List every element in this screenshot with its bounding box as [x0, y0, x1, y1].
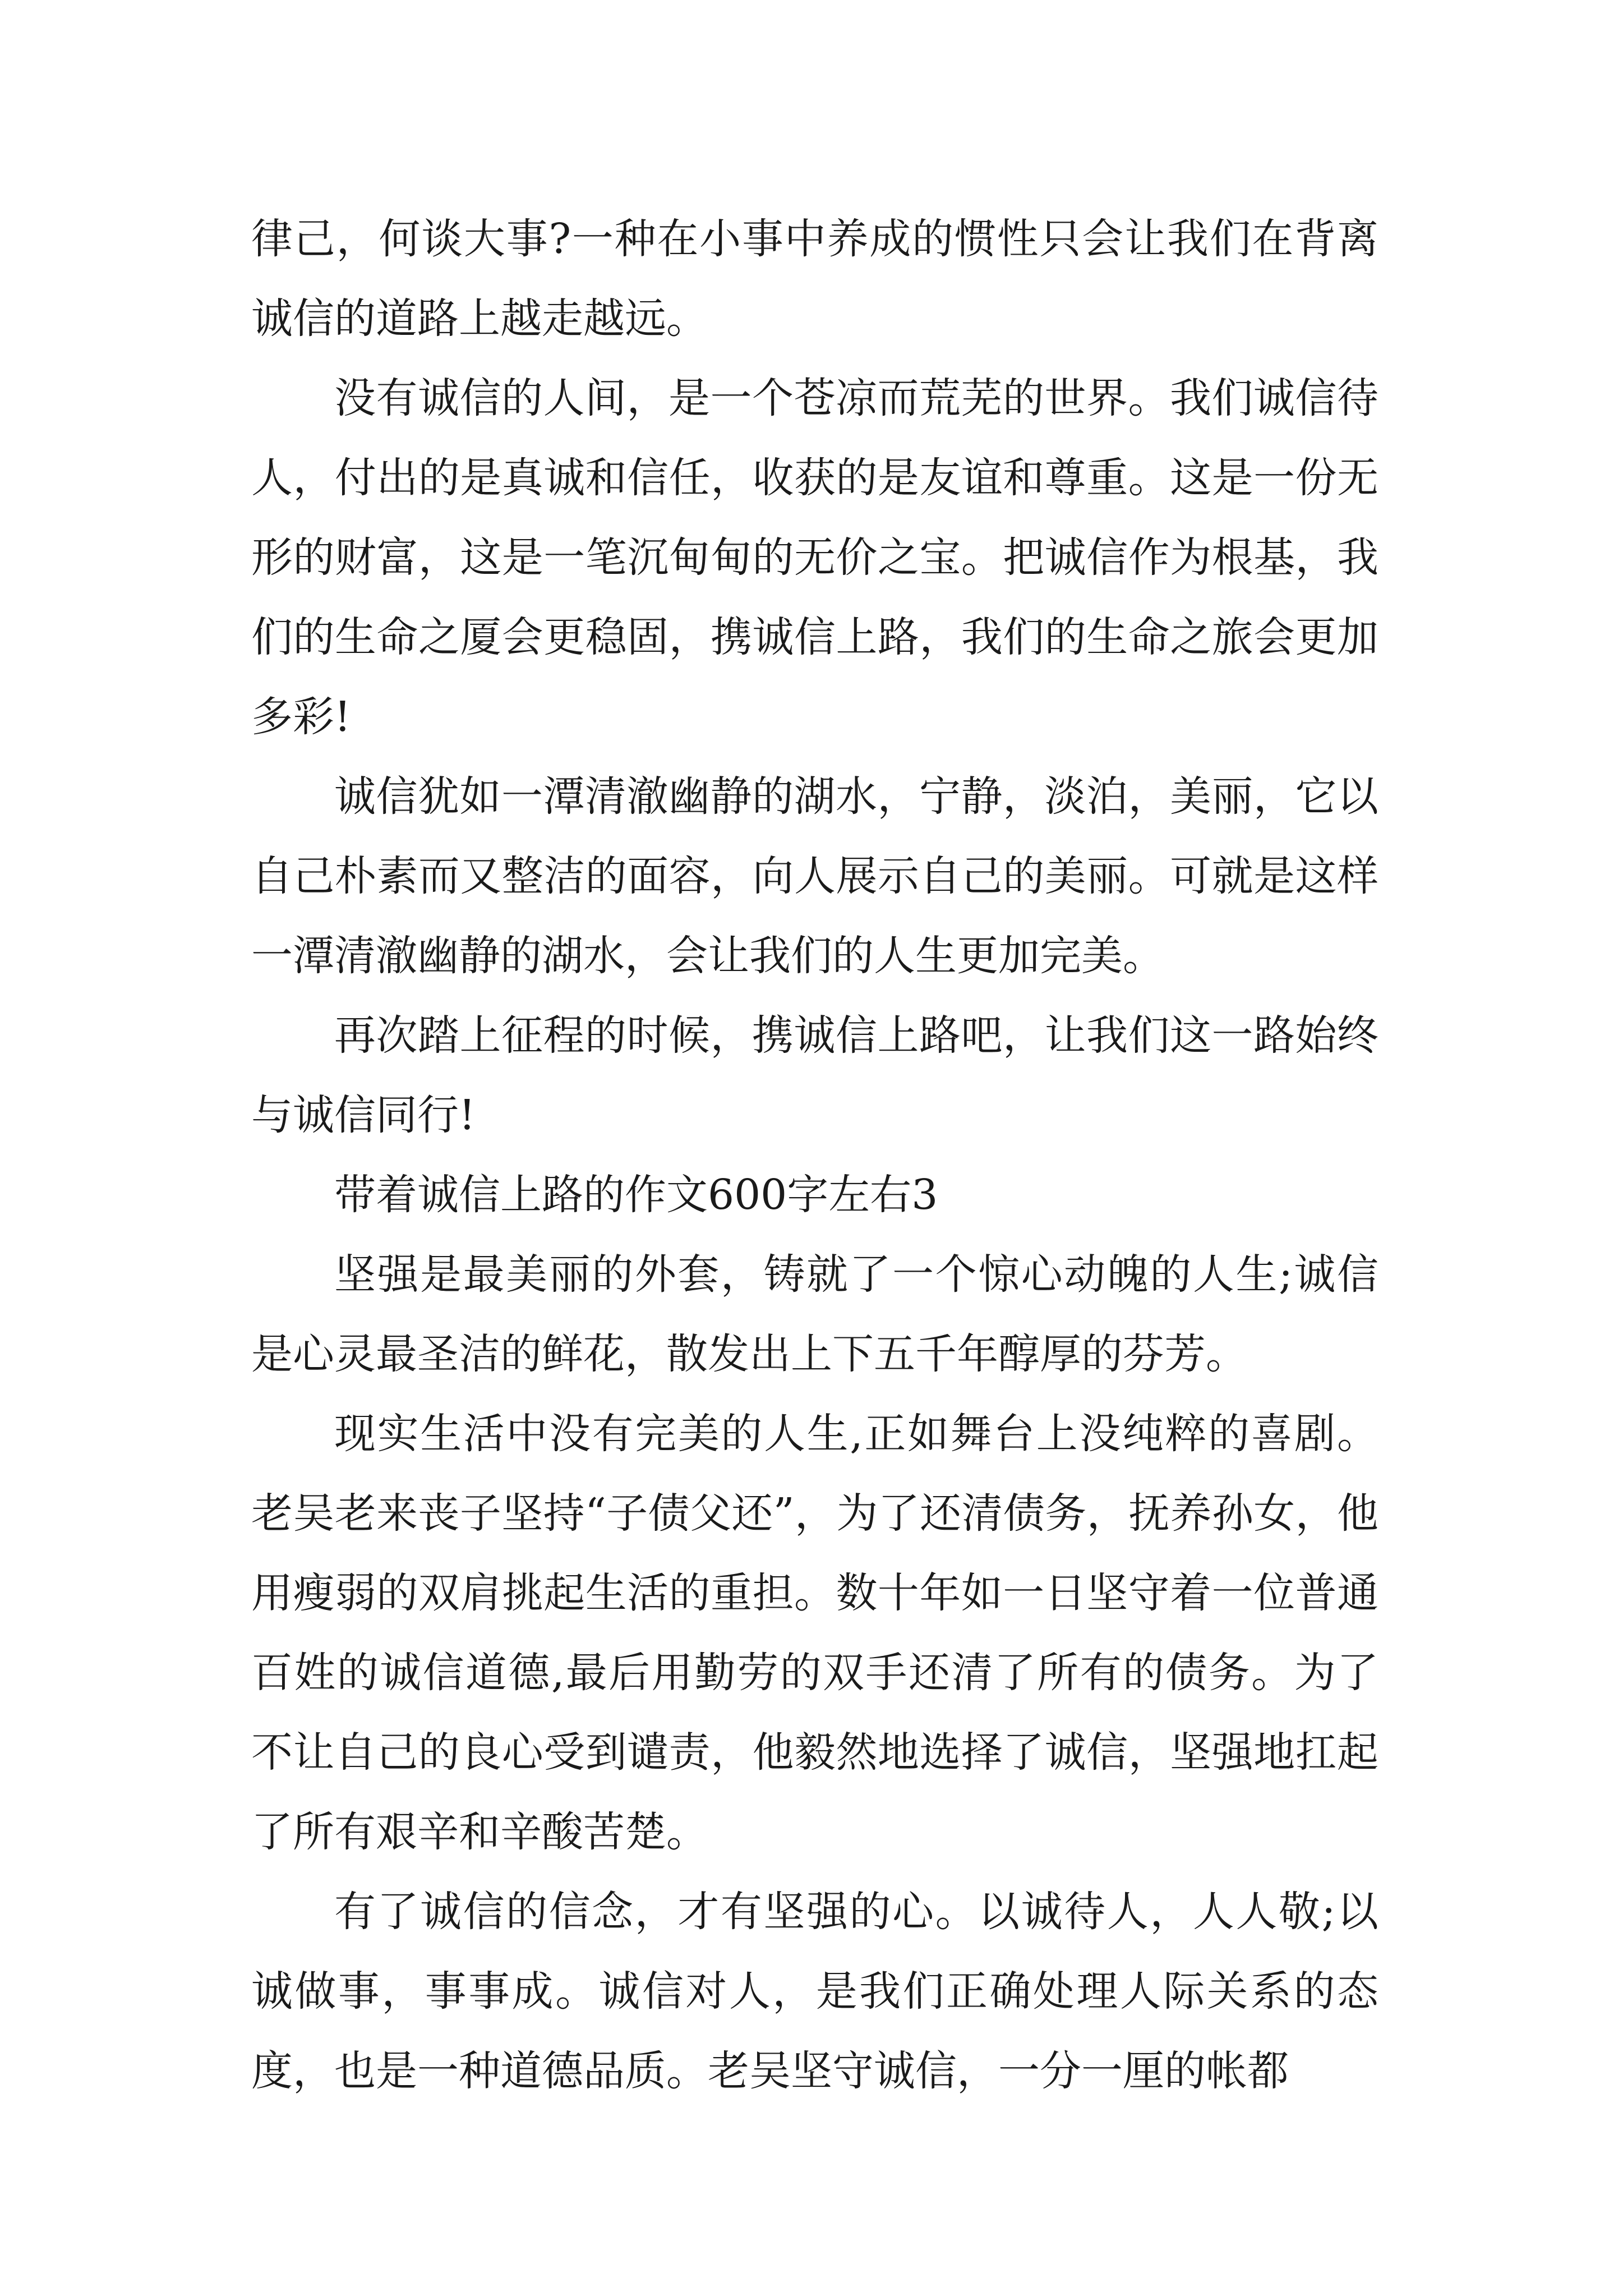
- paragraph-2: 没有诚信的人间，是一个苍凉而荒芜的世界。我们诚信待人，付出的是真诚和信任，收获的是友谊和尊重。这是一份无形的财富，这是一笔沉甸甸的无价之宝。把诚信作为根基，我们的生命之厦会更稳固，携诚信上路，我们的生命之旅会更加多彩!: [251, 374, 1378, 741]
- section-heading: 带着诚信上路的作文600字左右3: [334, 1171, 938, 1219]
- paragraph-8: 有了诚信的信念，才有坚强的心。以诚待人，人人敬;以诚做事，事事成。诚信对人，是我们正确处理人际关系的态度，也是一种道德品质。老吴坚守诚信，一分一厘的帐都: [251, 1888, 1378, 2095]
- paragraph-1: 律己，何谈大事?一种在小事中养成的惯性只会让我们在背离诚信的道路上越走越远。: [251, 215, 1378, 343]
- paragraph-3: 诚信犹如一潭清澈幽静的湖水，宁静，淡泊，美丽，它以自己朴素而又整洁的面容，向人展示自己的美丽。可就是这样一潭清澈幽静的湖水，会让我们的人生更加完美。: [251, 772, 1378, 980]
- document-body: [251, 199, 1378, 2111]
- paragraph-6: 坚强是最美丽的外套，铸就了一个惊心动魄的人生;诚信是心灵最圣洁的鲜花，散发出上下五千年醇厚的芬芳。: [251, 1250, 1378, 1378]
- paragraph-4: 再次踏上征程的时候，携诚信上路吧，让我们这一路始终与诚信同行!: [251, 1011, 1378, 1139]
- paragraph-7: 现实生活中没有完美的人生,正如舞台上没纯粹的喜剧。老吴老来丧子坚持“子债父还”，为了还清债务，抚养孙女，他用瘦弱的双肩挑起生活的重担。数十年如一日坚守着一位普通百姓的诚信道德,最后用勤劳的双手还清了所有的债务。为了不让自己的良心受到谴责，他毅然地选择了诚信，坚强地扛起了所有艰辛和辛酸苦楚。: [251, 1410, 1378, 1856]
